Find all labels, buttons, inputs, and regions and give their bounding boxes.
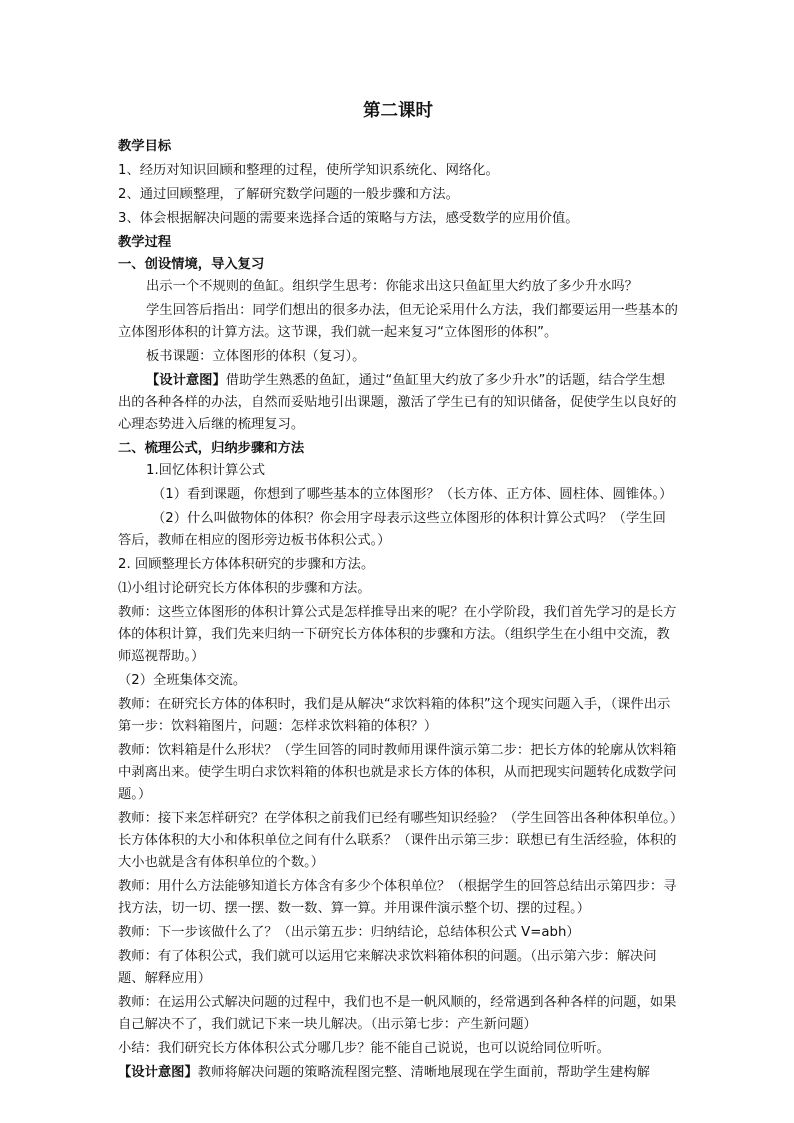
teacher-paragraph-4: 教师：接下来怎样研究？在学体积之前我们已经有哪些知识经验？（学生回答出各种体积单位。）长方体体积的大小和体积单位之间有什么联系？（课件出示第三步：联想已有生活经验，体积的大小也就是含有体积单位的个数。） bbox=[118, 811, 677, 870]
section2-heading: 二、梳理公式，归纳步骤和方法 bbox=[118, 441, 305, 456]
section2-design-intent bbox=[118, 1062, 678, 1084]
section2-step-2: （2）全班集体交流。 bbox=[118, 673, 247, 688]
section1-paragraph-1: 出示一个不规则的鱼缸。组织学生思考：你能求出这只鱼缸里大约放了多少升水吗？ bbox=[146, 279, 638, 294]
teacher-paragraph-6: 教师：下一步该做什么了？（出示第五步：归纳结论，总结体积公式 V=abh） bbox=[118, 925, 580, 940]
section2-step-1: ⑴小组讨论研究长方体体积的步骤和方法。 bbox=[118, 581, 371, 596]
design-intent-label: 【设计意图】 bbox=[118, 1065, 198, 1080]
teacher-paragraph-3: 教师：饮料箱是什么形状？（学生回答的同时教师用课件演示第二步：把长方体的轮廓从饮料箱中剥离出来。使学生明白求饮料箱的体积也就是求长方体的体积，从而把现实问题转化成数学问题。） bbox=[118, 743, 677, 802]
design-intent-text: 借助学生熟悉的鱼缸，通过“鱼缸里大约放了多少升水”的话题，结合学生想出的各种各样的办法，自然而妥贴地引出课题，激活了学生已有的知识储备，促使学生以良好的心理态势进入后继的梳理复习。 bbox=[118, 373, 677, 432]
objectives-heading: 教学目标 bbox=[118, 139, 172, 154]
section1-design-intent bbox=[118, 370, 678, 436]
section1-paragraph-3: 板书课题：立体图形的体积（复习）。 bbox=[146, 349, 366, 364]
teacher-paragraph-2: 教师：在研究长方体的体积时，我们是从解决“求饮料箱的体积”这个现实问题入手，（课件出示第一步：饮料箱图片，问题：怎样求饮料箱的体积？） bbox=[118, 697, 671, 734]
teacher-paragraph-1: 教师：这些立体图形的体积计算公式是怎样推导出来的呢？在小学阶段，我们首先学习的是长方体的体积计算，我们先来归纳一下研究长方体体积的步骤和方法。（组织学生在小组中交流，教师巡视帮助。） bbox=[118, 605, 677, 664]
section2-question-1: （1）看到课题，你想到了哪些基本的立体图形？（长方体、正方体、圆柱体、圆锥体。） bbox=[152, 487, 673, 502]
section2-sub-1: 1.回忆体积计算公式 bbox=[146, 463, 266, 478]
design-intent-text: 教师将解决问题的策略流程图完整、清晰地展现在学生面前，帮助学生建构解 bbox=[197, 1065, 650, 1080]
objective-item-1: 1、经历对知识回顾和整理的过程，使所学知识系统化、网络化。 bbox=[118, 163, 499, 178]
section1-paragraph-2: 学生回答后指出：同学们想出的很多办法，但无论采用什么方法，我们都要运用一些基本的立体图形体积的计算方法。这节课，我们就一起来复习“立体图形的体积”。 bbox=[118, 303, 678, 340]
objective-item-2: 2、通过回顾整理，了解研究数学问题的一般步骤和方法。 bbox=[118, 187, 459, 202]
teacher-paragraph-7: 教师：有了体积公式，我们就可以运用它来解决求饮料箱体积的问题。（出示第六步：解决问题、解释应用） bbox=[118, 949, 657, 986]
section2-question-2: （2）什么叫做物体的体积？你会用字母表示这些立体图形的体积计算公式吗？（学生回答后，教师在相应的图形旁边板书体积公式。） bbox=[118, 511, 666, 548]
process-heading: 教学过程 bbox=[118, 235, 172, 250]
teacher-paragraph-5: 教师：用什么方法能够知道长方体含有多少个体积单位？（根据学生的回答总结出示第四步：寻找方法，切一切、摆一摆、数一数、算一算。并用课件演示整个切、摆的过程。） bbox=[118, 879, 677, 916]
objective-item-3: 3、体会根据解决问题的需要来选择合适的策略与方法，感受数学的应用价值。 bbox=[118, 211, 579, 226]
section1-heading: 一、创设情境，导入复习 bbox=[118, 257, 265, 272]
design-intent-label: 【设计意图】 bbox=[146, 373, 226, 388]
document-content bbox=[118, 96, 678, 1084]
section2-sub-2: 2. 回顾整理长方体体积研究的步骤和方法。 bbox=[118, 557, 375, 572]
page-title: 第二课时 bbox=[363, 101, 433, 121]
summary-paragraph: 小结：我们研究长方体体积公式分哪几步？能不能自己说说，也可以说给同位听听。 bbox=[118, 1041, 610, 1056]
teacher-paragraph-8: 教师：在运用公式解决问题的过程中，我们也不是一帆风顺的，经常遇到各种各样的问题，如果自己解决不了，我们就记下来一块儿解决。（出示第七步：产生新问题） bbox=[118, 995, 677, 1032]
